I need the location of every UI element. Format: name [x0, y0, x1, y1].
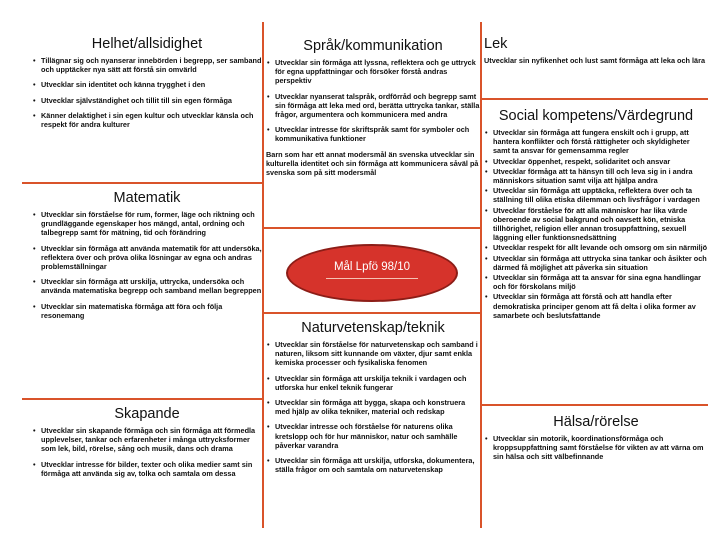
list-item: • Utvecklar intresse och förståelse för naturens olika kretslopp och för hur människor, natur och samhälle påverkar varandra — [275, 422, 480, 450]
list-item: • Utvecklar sin förmåga att upptäcka, reflektera över och ta ställning till olika etiska dilemman och livsfrågor i vardagen — [493, 186, 708, 204]
section-lek — [484, 36, 708, 65]
poster — [22, 22, 708, 528]
section-matematik — [32, 190, 262, 326]
list-item: • Utvecklar sin förmåga att förstå och att handla efter demokratiska principer genom att få delta i olika former av samarbete och beslutsfattande — [493, 292, 708, 320]
section-title-halsa: Hälsa/rörelse — [553, 414, 639, 430]
list-item: • Utvecklar sin förmåga att urskilja, uttrycka, undersöka och använda matematiska begrepp och samband mellan begreppen — [41, 277, 262, 295]
list-item: • Utvecklar sin förmåga att bygga, skapa och konstruera med hjälp av olika tekniker, material och redskap — [275, 398, 480, 416]
divider-vertical-left — [262, 22, 264, 528]
list-item: • Tillägnar sig och nyanserar innebörden i begrepp, ser samband och upptäcker nya sätt att förstå sin omvärld — [41, 56, 262, 74]
section-helhet — [32, 36, 262, 135]
lek-text: Utvecklar sin nyfikenhet och lust samt förmåga att leka och lära — [484, 56, 706, 65]
list-item: • Utvecklar sin förståelse för rum, former, läge och riktning och grundläggande egenskaper hos mängd, antal, ordning och talbegrepp samt för mätning, tid och förändring — [41, 210, 262, 238]
list-item: • Utvecklar intresse för skriftspråk samt för symboler och kommunikativa funktioner — [275, 125, 480, 143]
column-left — [32, 22, 262, 528]
list-item: • Känner delaktighet i sin egen kultur och utvecklar känsla och respekt för andra kulturer — [41, 111, 262, 129]
section-title-helhet: Helhet/allsidighet — [91, 36, 203, 52]
divider-middle-1 — [262, 227, 482, 229]
section-skapande — [32, 406, 262, 484]
sprak-list — [266, 58, 480, 144]
section-sprak — [266, 38, 480, 177]
section-title-sprak: Språk/kommunikation — [303, 38, 443, 54]
list-item: • Utvecklar sin förmåga att urskilja, utforska, dokumentera, ställa frågor om och samtala om naturvetenskap — [275, 456, 480, 474]
divider-right-2 — [480, 404, 708, 406]
natur-list — [266, 340, 480, 474]
divider-left-1 — [22, 182, 262, 184]
goal-label: Mål Lpfö 98/10 — [333, 261, 411, 273]
column-middle — [266, 22, 480, 528]
list-item: • Utvecklar öppenhet, respekt, solidaritet och ansvar — [493, 157, 708, 166]
list-item: • Utvecklar respekt för allt levande och omsorg om sin närmiljö — [493, 243, 708, 252]
list-item: • Utvecklar sin förmåga att lyssna, reflektera och ge uttryck för egna uppfattningar och försöker förstå andras perspektiv — [275, 58, 480, 86]
section-halsa — [484, 414, 708, 468]
goal-underline — [326, 278, 418, 279]
divider-right-1 — [480, 98, 708, 100]
list-item: • Utvecklar sin förmåga att urskilja teknik i vardagen och utforska hur enkel teknik fungerar — [275, 374, 480, 392]
list-item: • Utvecklar sin förmåga att fungera enskilt och i grupp, att hantera konflikter och förstå rättigheter och skyldigheter samt ta ansvar för gemensamma regler — [493, 128, 708, 156]
section-title-natur: Naturvetenskap/teknik — [301, 320, 445, 336]
section-title-social: Social kompetens/Värdegrund — [498, 108, 694, 124]
list-item: • Utvecklar förståelse för att alla människor har lika värde oberoende av social bakgrund och oavsett kön, etniska tillhörighet, religion eller annan trosuppfattning, sexuell läggning eller funktionsnedsättning — [493, 206, 708, 243]
list-item: • Utvecklar sin skapande förmåga och sin förmåga att förmedla upplevelser, tankar och erfarenheter i många uttrycksformer som lek, bild, rörelse, sång och musik, dans och drama — [41, 426, 262, 454]
list-item: • Utvecklar nyanserat talspråk, ordförråd och begrepp samt sin förmåga att leka med ord, berätta uttrycka tankar, ställa frågor, argumentera och kommunicera med andra — [275, 92, 480, 120]
list-item: • Utvecklar sin förmåga att uttrycka sina tankar och åsikter och därmed få möjlighet att påverka sin situation — [493, 254, 708, 272]
section-title-skapande: Skapande — [114, 406, 180, 422]
helhet-list — [32, 56, 262, 129]
section-natur — [266, 320, 480, 480]
list-item: • Utvecklar sin förmåga att ta ansvar för sina egna handlingar och för förskolans miljö — [493, 273, 708, 291]
list-item: • Utvecklar självständighet och tillit till sin egen förmåga — [41, 96, 262, 105]
list-item: • Utvecklar förmåga att ta hänsyn till och leva sig in i andra människors situation samt vilja att hjälpa andra — [493, 167, 708, 185]
goal-area — [266, 230, 480, 320]
sprak-note: Barn som har ett annat modersmål än svenska utvecklar sin kulturella identitet och sin förmåga att kommunicera såväl på svenska som på sitt modersmål — [266, 149, 479, 178]
matematik-list — [32, 210, 262, 320]
list-item: • Utvecklar sin förmåga att använda matematik för att undersöka, reflektera över och pröva olika lösningar av egna och andras problemställningar — [41, 244, 262, 272]
section-title-lek: Lek — [484, 36, 508, 52]
halsa-list — [484, 434, 708, 462]
divider-left-2 — [22, 398, 262, 400]
section-title-matematik: Matematik — [113, 190, 181, 206]
goal-oval — [286, 244, 458, 302]
list-item: • Utvecklar sin förståelse för naturvetenskap och samband i naturen, liksom sitt kunnande om växter, djur samt enkla kemiska processer och fysikaliska fenomen — [275, 340, 480, 368]
list-item: • Utvecklar sin motorik, koordinationsförmåga och kroppsuppfattning samt förståelse för vikten av att värna om sin hälsa och sitt välbefinnande — [493, 434, 708, 462]
list-item: • Utvecklar sin identitet och känna trygghet i den — [41, 80, 262, 89]
list-item: • Utvecklar intresse för bilder, texter och olika medier samt sin förmåga att använda sig av, tolka och samtala om dessa — [41, 460, 262, 478]
skapande-list — [32, 426, 262, 478]
social-list — [484, 128, 708, 320]
list-item: • Utvecklar sin matematiska förmåga att föra och följa resonemang — [41, 302, 262, 320]
divider-middle-2 — [262, 312, 482, 314]
section-social — [484, 108, 708, 321]
